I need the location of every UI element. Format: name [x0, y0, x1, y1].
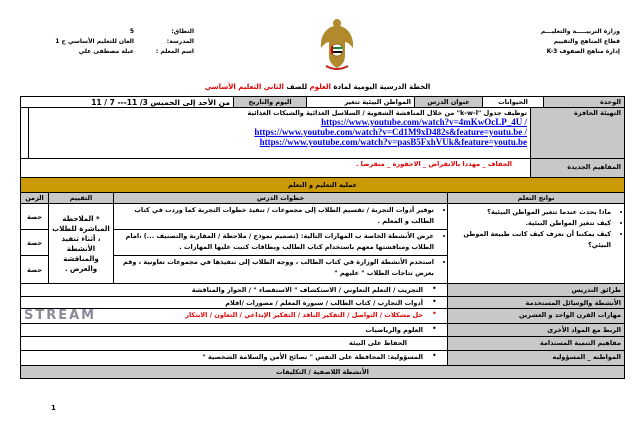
outcome-item: • كيف تتغير المواطن البيئية.	[451, 218, 611, 229]
stream-logo: STREAM	[24, 308, 97, 323]
step-row	[113, 255, 448, 284]
school-label: المدرسة:	[166, 38, 194, 45]
unit-label: الوحدة	[543, 96, 625, 108]
title-text: للصف	[283, 83, 310, 91]
page-number: 1	[51, 404, 56, 412]
row-label: الأنشطة والوسائل المستخدمة	[447, 296, 625, 309]
school-info-labels	[142, 28, 194, 55]
assessment-header: التقييم	[48, 192, 114, 204]
ministry-line: قطاع المناهج والتقييم	[553, 38, 620, 45]
warmup-label: التهيئة الحافزة	[530, 107, 625, 159]
bullet-icon: •	[432, 351, 437, 360]
outcome-item: • كيف يمكننا أن نعرف كيف كانت طبيعة الموطن البيئي؟	[451, 229, 611, 251]
page-title	[150, 83, 485, 91]
domain-label: النطاق:	[171, 28, 194, 35]
concepts-value: الجفاف _ مهددا بالانقراض _ الاحفورة _ منقرضا .	[20, 158, 531, 178]
bullet-icon: •	[432, 309, 437, 318]
process-title: عمليه التعليم و التعلم	[20, 177, 625, 193]
concepts-label: المفاهيم الجديدة	[530, 158, 625, 178]
date-label: اليوم والتاريخ	[233, 96, 307, 108]
row-value: أدوات التجارب / كتاب الطالب / سبورة المعلم / مصورات /افلام	[20, 296, 448, 309]
assessment-cell: * الملاحظة المباشرة للطلاب ، أثناء تنفيذ الأنشطة والمناقشة والعرض .	[48, 203, 114, 284]
row-value: الحفاظ على البيئة	[20, 336, 448, 351]
domain-value: 5	[129, 28, 134, 35]
time-cell: حصة	[20, 203, 49, 230]
video-link[interactable]: https://www.youtube.com/watch?v=pasB5FxhVUk&feature=youtu.be	[259, 137, 527, 147]
row-value: العلوم والرياضيات	[20, 323, 448, 337]
step-item: • توفير أدوات التجربة / تقسيم الطلاب إلى مجموعات / تنفيذ خطوات التجربة كما وردت في كتاب الطالب و المعلم .	[117, 205, 434, 227]
ministry-line: إدارة مناهج الصفوف K-3	[546, 48, 620, 55]
uae-emblem	[318, 16, 356, 72]
title-text: الخطة الدرسية اليومية لمادة	[330, 83, 431, 91]
row-value: المسؤولية: المحافظة على النفس " نصائح الأمن والسلامة الشخصية "	[20, 350, 448, 366]
row-label: مهارات القرن الواحد و العشرين	[447, 308, 625, 324]
bullet-icon: •	[432, 324, 437, 333]
bullet-icon: •	[432, 284, 437, 293]
unit-value: الحيوانات	[482, 96, 544, 108]
video-link[interactable]: https://www.youtube.com/watch?v=4mKwOcLP_4U /	[321, 117, 527, 127]
warmup-text: توظيف جدول "k-w-l" من خلال المناقشة الشفوية / السلاسل الغذائية والشبكات الغذائية	[247, 109, 527, 117]
row-label: طرائق التدريس	[447, 283, 625, 297]
row-value: التجريب / التعلم التعاوني / الاستكشاف " الاستقصاء " / الحوار والمناقشة	[20, 283, 448, 297]
step-item: • عرض الأنشطة الخاصة ب المهارات التالية: (تصميم نموذج / ملاحظة / المقارنة والتصنيف ...) ،امام الطلاب ومناقشتها معهم باستخدام كتاب الطالب وبطاقات كتبت عليها المهارات .	[117, 231, 434, 253]
teacher-label: اسم المعلم :	[155, 48, 194, 55]
extracurricular-header: الأنشطة اللاصفية / التكليفات	[20, 365, 625, 379]
ministry-block	[520, 28, 620, 55]
school-value: الغان للتعليم الأساسي ح 1	[55, 38, 134, 45]
outcome-item: • ماذا يحدث عندما تتغير المواطن البيئية؟	[451, 207, 611, 218]
title-subject: العلوم	[309, 83, 331, 91]
school-info-values	[30, 28, 134, 55]
outcomes-header: نواتج التعلم	[447, 192, 625, 204]
lesson-label: عنوان الدرس	[414, 96, 483, 108]
ministry-line: وزارة التربيـــــة والتعليـــم	[540, 28, 620, 35]
step-row	[113, 203, 448, 230]
row-label: مفاهيم التنمية المستدامة	[447, 336, 625, 351]
teacher-value: عبلة مصطفى علي	[78, 48, 134, 55]
step-item: • استخدم الأنشطة الوزارة في كتاب الطالب ، ووجه الطلاب إلى تنفيذها في مجموعات تعاونية ، وقم بعرض نتاجات الطلاب " عليهم "	[117, 257, 434, 279]
time-cell: حصة	[20, 255, 49, 284]
date-value: من الأحد إلى الخميس 3/ 11--- 7 / 11	[20, 96, 234, 108]
outcomes-cell	[447, 203, 625, 284]
warmup-content	[28, 107, 531, 159]
time-header: الزمن	[20, 192, 49, 204]
steps-header: خطوات الدرس	[113, 192, 448, 204]
lesson-value: المواطن البيئية تتغير	[306, 96, 415, 108]
row-value: حل مشكلات / التواصل / التفكير الناقد / التفكير الإبداعي / التعاون / الابتكار	[20, 308, 448, 324]
title-grade: الثاني التعليم الأساسي	[204, 83, 284, 91]
bullet-icon: •	[432, 297, 437, 306]
row-label: المواطنه _ المسؤوليه	[447, 350, 625, 366]
video-link[interactable]: https://www.youtube.com/watch?v=Cd1M9xD482s&feature=youtu.be /	[254, 127, 527, 137]
time-cell: حصة	[20, 229, 49, 256]
row-label: الربط مع المواد الأخرى	[447, 323, 625, 337]
step-row	[113, 229, 448, 256]
